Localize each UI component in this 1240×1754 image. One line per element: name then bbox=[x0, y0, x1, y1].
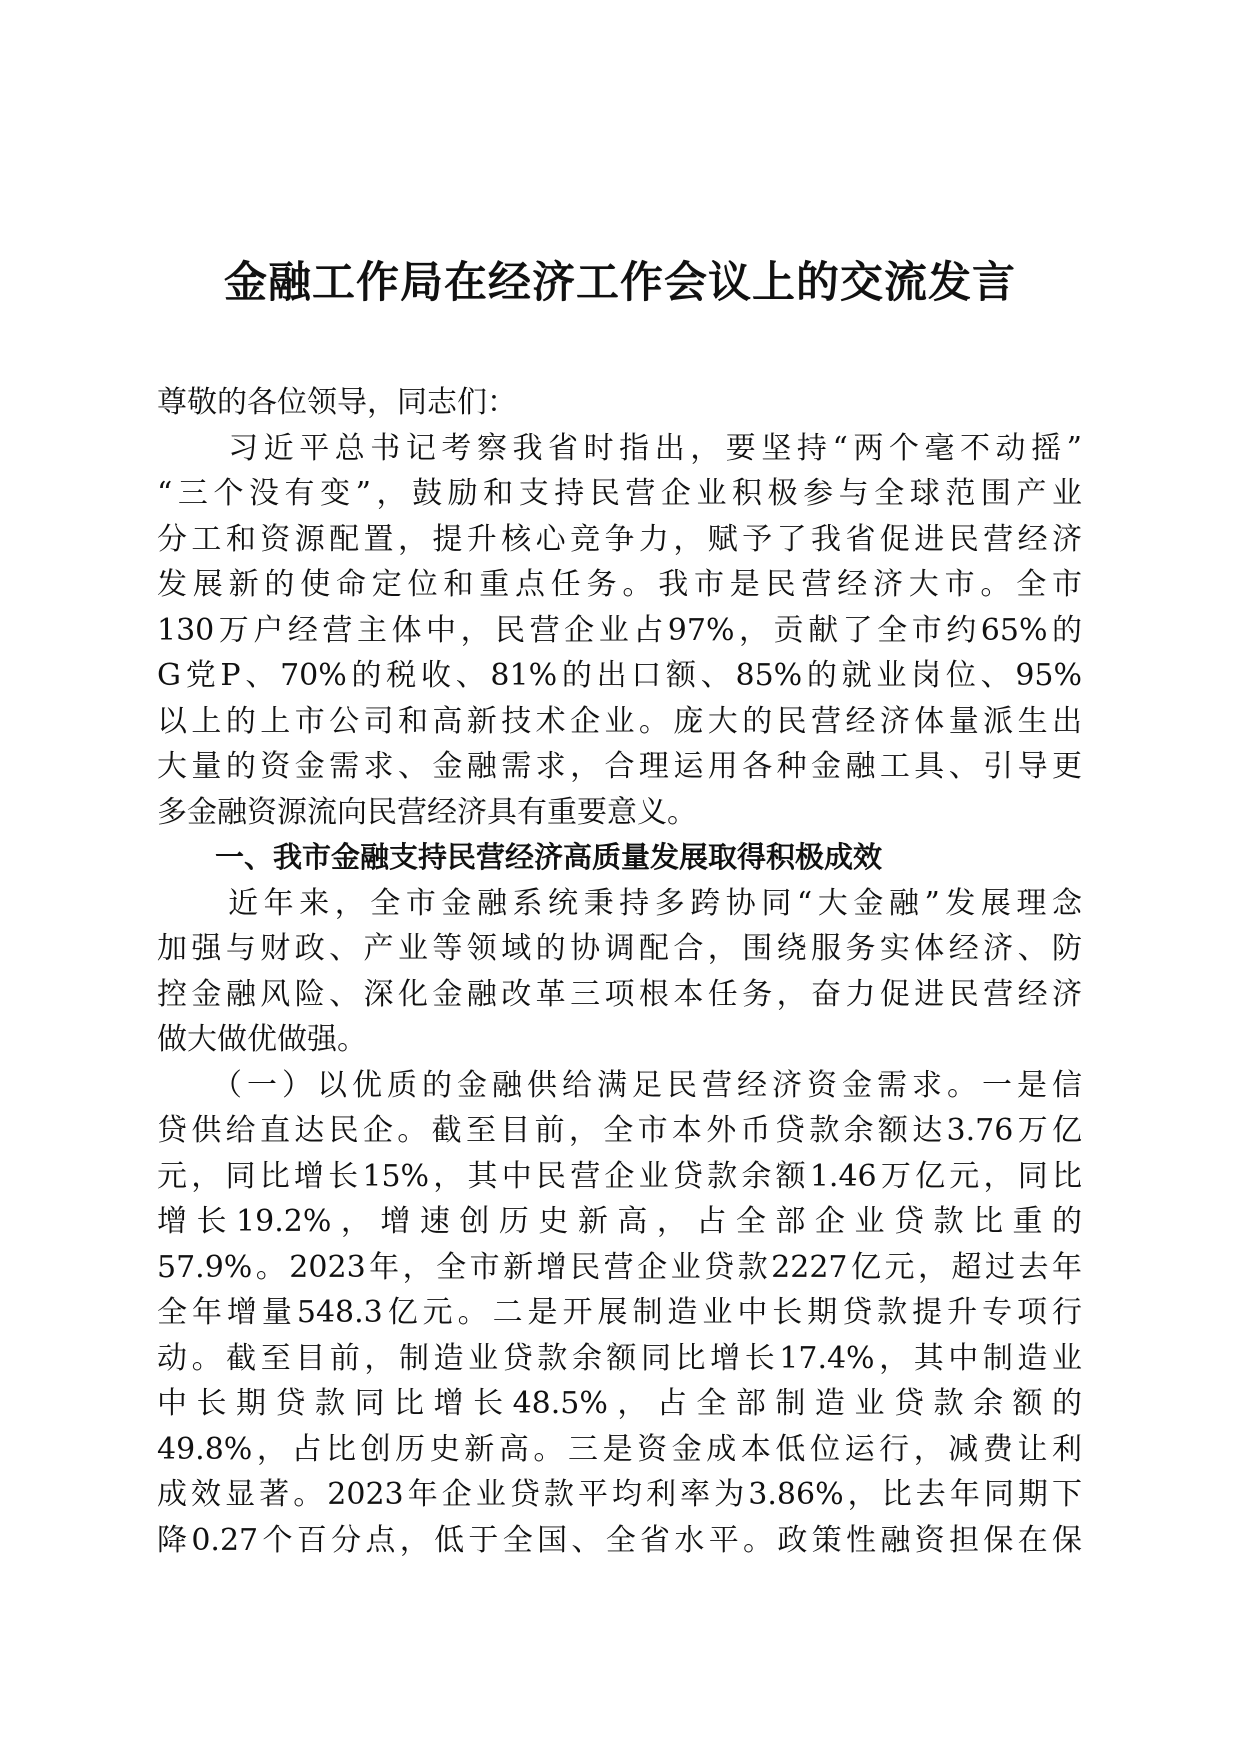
paragraph-line: 发展新的使命定位和重点任务。我市是民营经济大市。全市 bbox=[157, 567, 1082, 602]
paragraph-line: 以上的上市公司和高新技术企业。庞大的民营经济体量派生出 bbox=[157, 703, 1082, 739]
paragraph-line: 动。截至目前，制造业贷款余额同比增长17.4%，其中制造业 bbox=[157, 1340, 1082, 1376]
paragraph-line: 控金融风险、深化金融改革三项根本任务，奋力促进民营经济 bbox=[157, 976, 1082, 1012]
paragraph-line: 130万户经营主体中，民营企业占97%，贡献了全市约65%的 bbox=[157, 612, 1082, 648]
document-body bbox=[157, 380, 1082, 1563]
section-heading: 一、我市金融支持民营经济高质量发展取得积极成效 bbox=[157, 840, 883, 874]
paragraph-line: （一）以优质的金融供给满足民营经济资金需求。一是信 bbox=[157, 1067, 1082, 1103]
paragraph-line: 贷供给直达民企。截至目前，全市本外币贷款余额达3.76万亿 bbox=[157, 1113, 1082, 1148]
paragraph-line: 成效显著。2023年企业贷款平均利率为3.86%，比去年同期下 bbox=[157, 1477, 1082, 1512]
paragraph-line: 习近平总书记考察我省时指出，要坚持“两个毫不动摇” bbox=[157, 430, 1082, 466]
paragraph-line: 降0.27个百分点，低于全国、全省水平。政策性融资担保在保 bbox=[157, 1522, 1082, 1558]
salutation-line: 尊敬的各位领导，同志们： bbox=[157, 385, 517, 420]
paragraph-line: 多金融资源流向民营经济具有重要意义。 bbox=[157, 794, 697, 830]
paragraph-line: 49.8%，占比创历史新高。三是资金成本低位运行，减费让利 bbox=[157, 1431, 1082, 1467]
document-title: 金融工作局在经济工作会议上的交流发言 bbox=[224, 258, 1016, 308]
paragraph-line: 大量的资金需求、金融需求，合理运用各种金融工具、引导更 bbox=[157, 749, 1082, 784]
paragraph-line: 分工和资源配置，提升核心竞争力，赋予了我省促进民营经济 bbox=[157, 521, 1082, 557]
paragraph-line: 全年增量548.3亿元。二是开展制造业中长期贷款提升专项行 bbox=[157, 1295, 1082, 1330]
paragraph-line: 57.9%。2023年，全市新增民营企业贷款2227亿元，超过去年 bbox=[157, 1249, 1082, 1285]
paragraph-line: 中长期贷款同比增长48.5%，占全部制造业贷款余额的 bbox=[157, 1386, 1082, 1421]
paragraph-line: 近年来，全市金融系统秉持多跨协同“大金融”发展理念 bbox=[157, 885, 1082, 921]
paragraph-line: G党P、70%的税收、81%的出口额、85%的就业岗位、95% bbox=[157, 658, 1082, 693]
paragraph-line: “三个没有变”，鼓励和支持民营企业积极参与全球范围产业 bbox=[157, 476, 1082, 511]
paragraph-line: 加强与财政、产业等领域的协调配合，围绕服务实体经济、防 bbox=[157, 931, 1082, 966]
paragraph-line: 做大做优做强。 bbox=[157, 1022, 367, 1057]
paragraph-line: 增长19.2%，增速创历史新高，占全部企业贷款比重的 bbox=[157, 1204, 1082, 1239]
paragraph-line: 元，同比增长15%，其中民营企业贷款余额1.46万亿元，同比 bbox=[157, 1158, 1082, 1194]
